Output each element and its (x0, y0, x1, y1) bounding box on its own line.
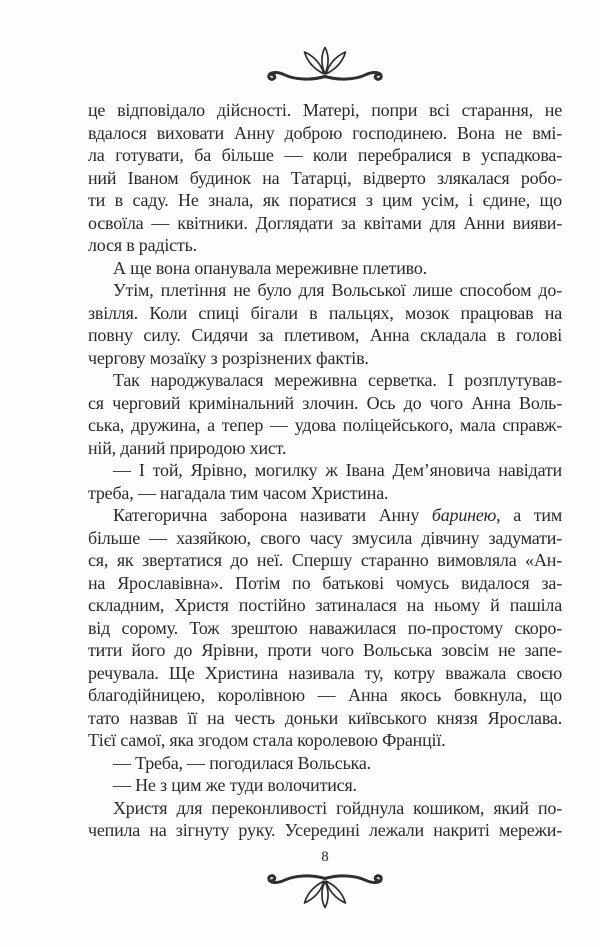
text-line: складним, Христя постійно затиналася на ньому й пашіла (88, 595, 562, 615)
text-line: ний Іваном будинок на Татарці, відверто злякалася робо- (88, 167, 562, 188)
text-line: вдалося виховати Анну доброю господинею. Вона не вмі- (88, 122, 562, 143)
ornament-flourish-bottom (262, 873, 388, 909)
text-line: — Треба, — погодилася Вольська. (113, 752, 371, 773)
text-line: ти в саду. Не знала, як поратися з цим усім, і єдине, що (88, 190, 562, 210)
page-text (88, 99, 562, 842)
text-line: на Ярославівна». Потім по батькові чомусь видалося за- (88, 572, 562, 593)
page-number: 8 (321, 849, 329, 865)
ornament-flourish-top (262, 46, 388, 82)
text-line: — Не з цим же туди волочитися. (113, 775, 357, 795)
flourish-icon (262, 46, 388, 82)
text-line: лося в радість. (88, 235, 197, 255)
text-line: тити його до Ярівни, проти чого Вольська зовсім не запе- (88, 640, 562, 660)
text-line: Утім, плетіння не було для Вольської лише способом до- (113, 280, 562, 300)
text-line: Тієї самої, яка згодом стала королевою Франції. (88, 730, 446, 750)
text-line: благодійницею, королівною — Анна якось бовкнула, що (88, 685, 562, 705)
text-line: Так народжувалася мереживна серветка. І розплутував- (113, 370, 562, 390)
text-line: Христя для переконливості гойднула кошиком, який по- (113, 797, 562, 818)
text-line: ній, даний природою хист. (88, 437, 287, 458)
text-line: тато назвав її на честь доньки київського князя Ярослава. (88, 707, 562, 728)
text-line: — І той, Ярівно, могилку ж Івана Дем’яновича навідати (113, 460, 562, 480)
text-line: від сорому. Тож зрештою наважилася по-простому скоро- (88, 617, 562, 638)
text-line: речувала. Ще Христина називала ту, котру вважала своєю (88, 662, 562, 683)
text-line: більше — хазяйкою, свого часу змусила дівчину задумати- (88, 527, 562, 548)
text-line: А ще вона опанувала мереживне плетиво. (113, 257, 427, 278)
text-line: чергову мозаїку з розрізнених фактів. (88, 347, 369, 368)
text-line: ся черговий кримінальний злочин. Ось до чого Анна Воль- (88, 392, 562, 413)
flourish-icon (262, 873, 388, 909)
text-line: Категорична заборона називати Анну баринею, а тим (113, 505, 562, 525)
text-line: освоїла — квітники. Доглядати за квітами для Анни вияви- (88, 212, 562, 233)
text-line: повну силу. Сидячи за плетивом, Анна складала в голові (88, 325, 562, 345)
text-line: чепила на зігнуту руку. Усередині лежали накриті мережи- (88, 820, 562, 840)
text-line: ла готувати, ба більше — коли перебралися в успадкова- (88, 145, 562, 165)
text-line: ся, як звертатися до неї. Спершу старанно вимовляла «Ан- (88, 550, 562, 570)
text-line: ська, дружина, а тепер — удова поліцейського, мала справж- (88, 415, 562, 435)
text-line: це відповідало дійсності. Матері, попри всі старання, не (88, 100, 562, 120)
text-line: треба, — нагадала тим часом Христина. (88, 482, 389, 503)
text-line: звілля. Коли спиці бігали в пальцях, мозок працював на (88, 302, 562, 323)
